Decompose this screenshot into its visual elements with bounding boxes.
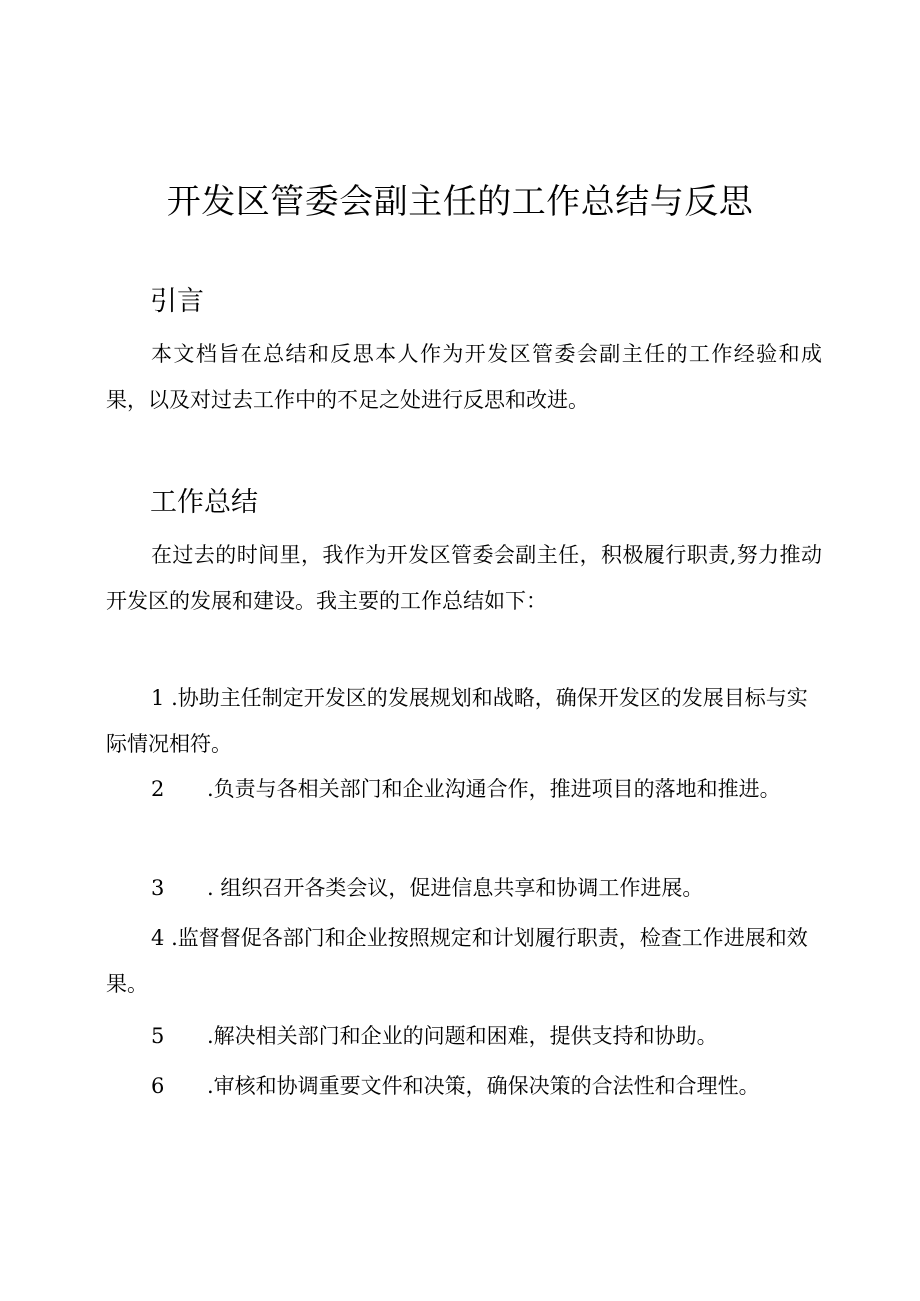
list-item-text: .解决相关部门和企业的问题和困难，提供支持和协助。: [207, 1024, 718, 1048]
list-item-text: .协助主任制定开发区的发展规划和战略，确保开发区的发展目标与实际情况相符。: [106, 686, 808, 756]
summary-list-item: [106, 766, 822, 812]
summary-list-item: [106, 675, 822, 767]
summary-list-item: [106, 865, 822, 911]
section-heading-introduction: 引言: [150, 286, 204, 317]
list-item-text: .审核和协调重要文件和决策，确保决策的合法性和合理性。: [207, 1074, 760, 1098]
section-heading-work-summary: 工作总结: [150, 487, 258, 518]
list-item-number: 5: [151, 1024, 165, 1048]
introduction-paragraph: 本文档旨在总结和反思本人作为开发区管委会副主任的工作经验和成果，以及对过去工作中的不足之处进行反思和改进。: [106, 342, 822, 412]
work-summary-paragraph: 在过去的时间里，我作为开发区管委会副主任，积极履行职责,努力推动开发区的发展和建设。我主要的工作总结如下：: [106, 543, 822, 613]
list-item-number: 1: [151, 686, 165, 710]
summary-list-item: [106, 1063, 822, 1109]
summary-list-item: [106, 915, 822, 1007]
document-title: 开发区管委会副主任的工作总结与反思: [166, 182, 754, 222]
list-item-number: 4: [151, 926, 165, 950]
summary-list-item: [106, 1013, 822, 1059]
list-item-number: 3: [151, 876, 165, 900]
list-item-text: . 组织召开各类会议，促进信息共享和协调工作进展。: [207, 876, 704, 900]
list-item-text: .监督督促各部门和企业按照规定和计划履行职责，检查工作进展和效果。: [106, 926, 808, 996]
list-item-number: 2: [151, 777, 165, 801]
list-item-text: .负责与各相关部门和企业沟通合作，推进项目的落地和推进。: [207, 777, 781, 801]
list-item-number: 6: [151, 1074, 165, 1098]
